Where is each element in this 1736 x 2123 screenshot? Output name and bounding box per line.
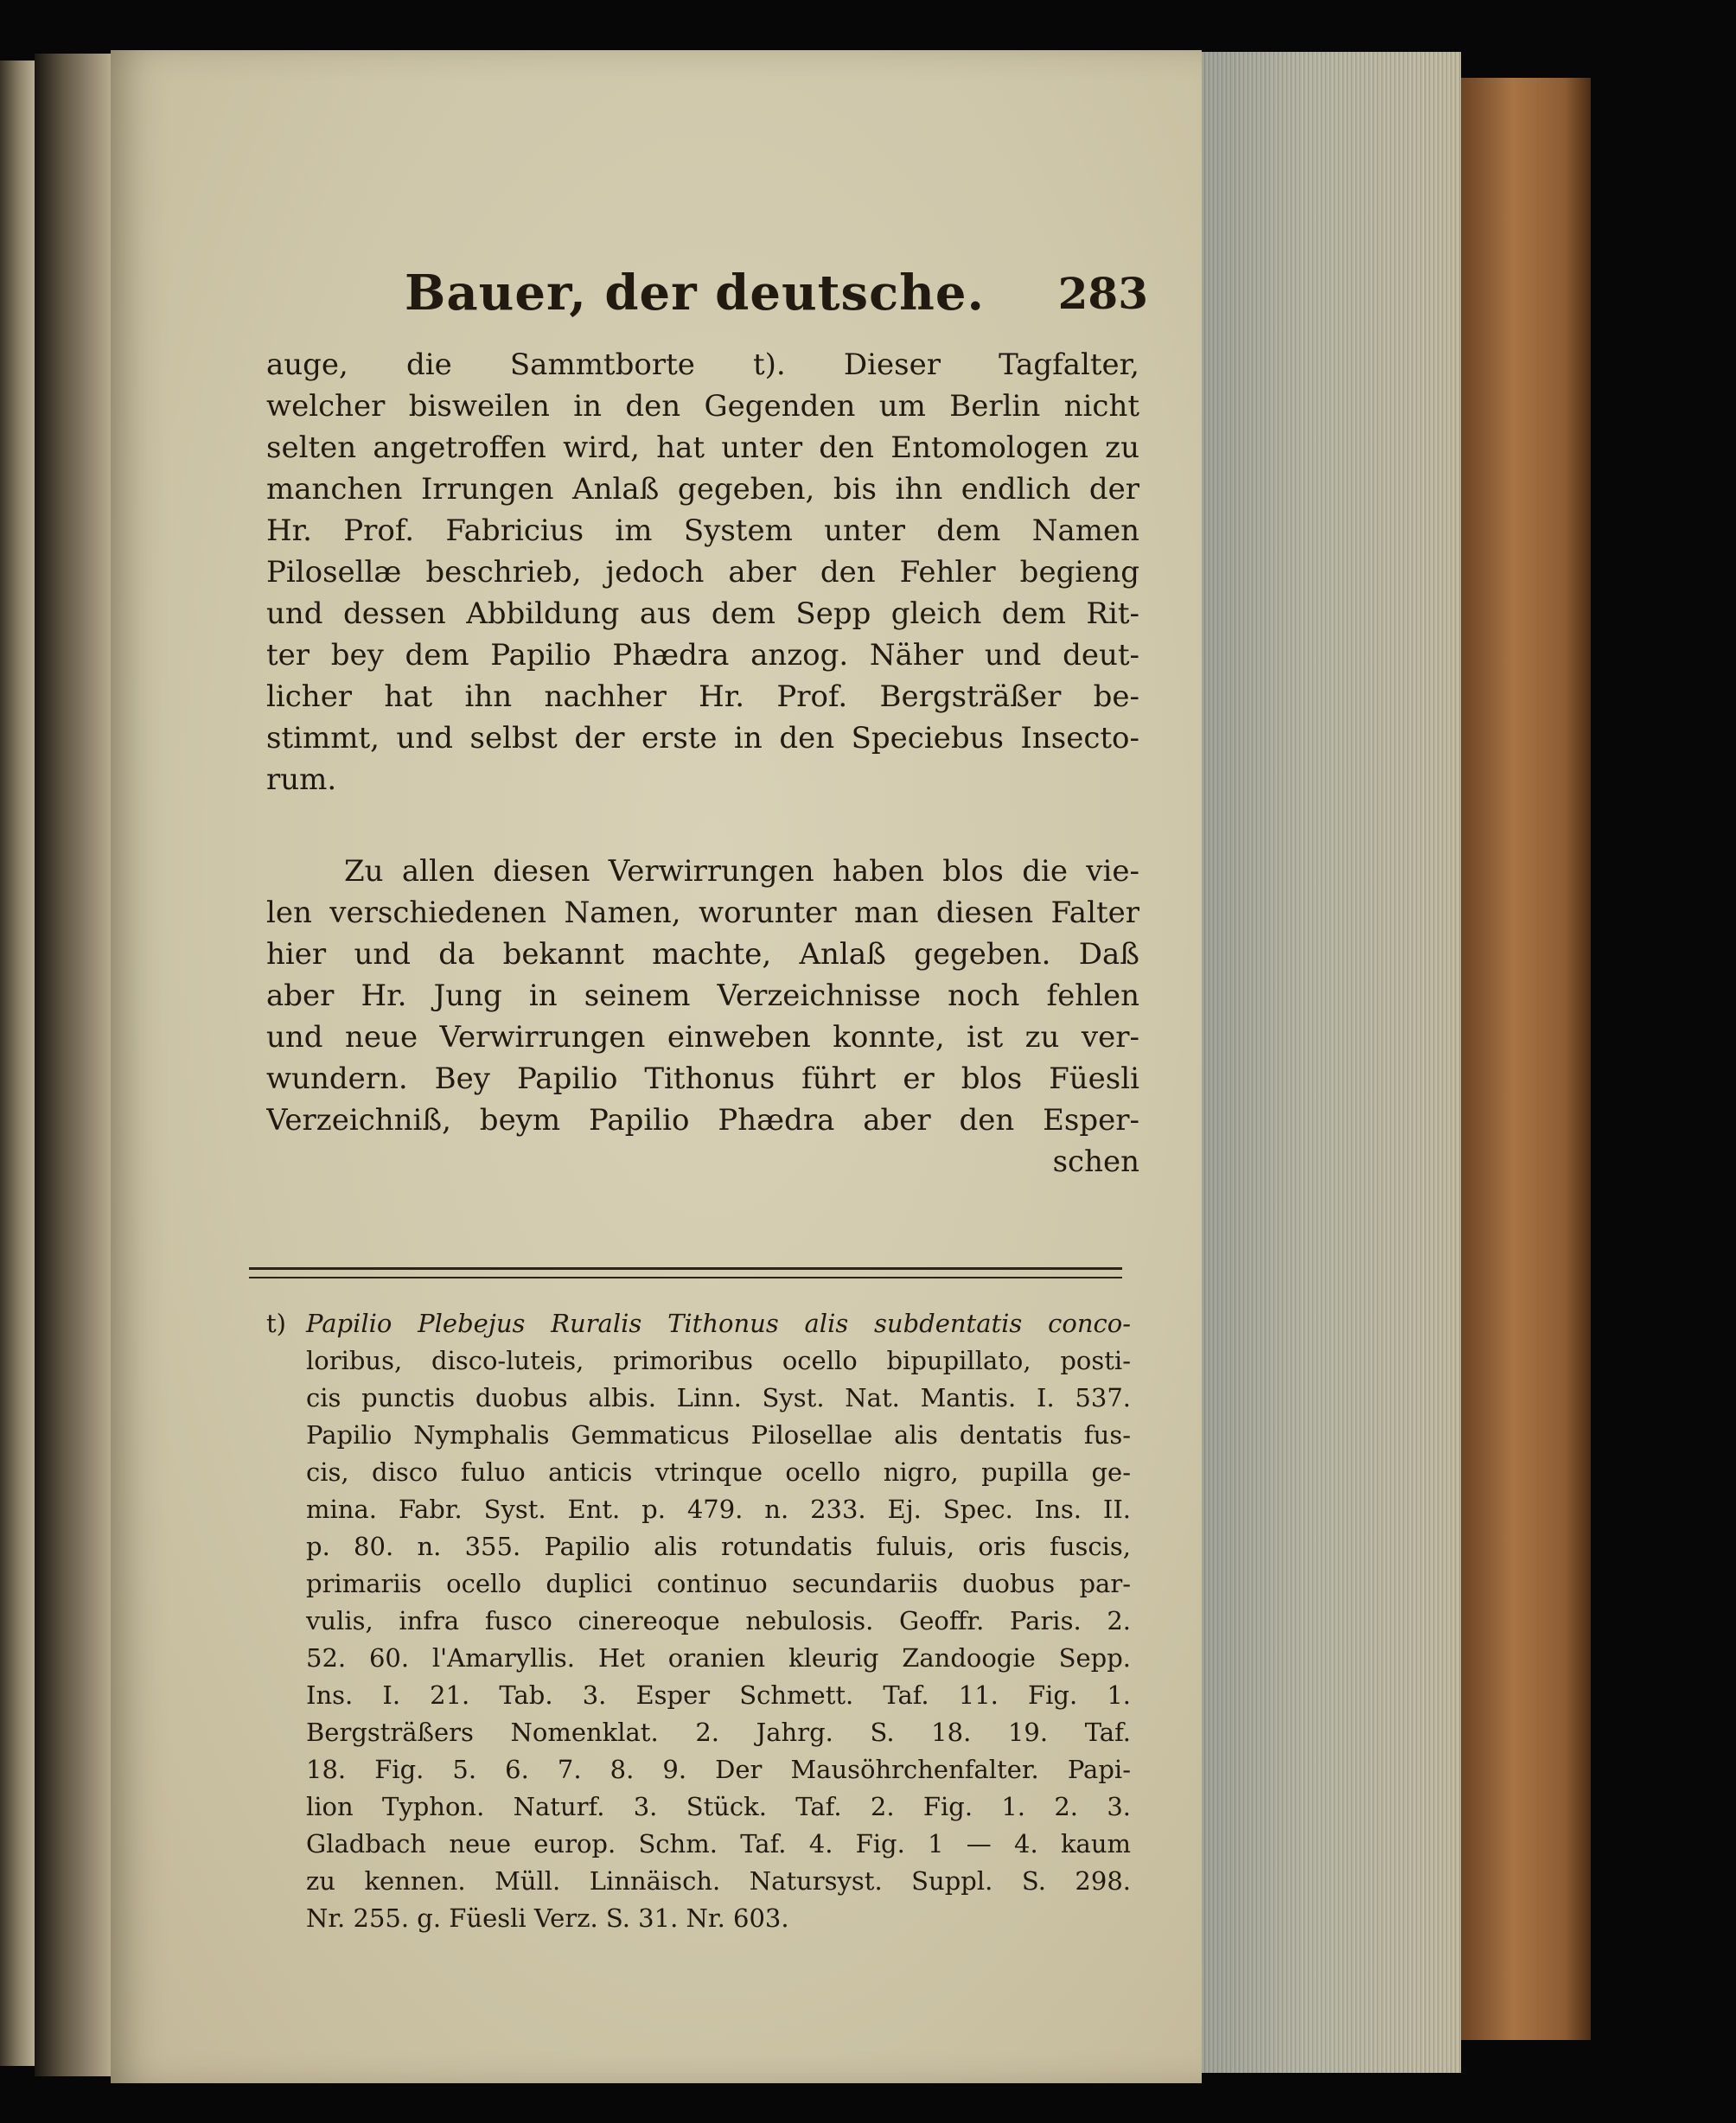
text-line: wundern. Bey Papilio Tithonus führt er blos Füesli — [266, 1062, 1139, 1096]
page-header — [405, 265, 1148, 334]
running-head: Bauer, der deutsche. — [405, 265, 985, 322]
text-line: licher hat ihn nachher Hr. Prof. Bergsträßer be- — [266, 679, 1139, 714]
footnote-line: Nr. 255. g. Füesli Verz. S. 31. Nr. 603. — [306, 1903, 789, 1933]
facing-page-edge — [0, 61, 35, 2066]
text-line: selten angetroffen wird, hat unter den Entomologen zu — [266, 430, 1139, 465]
book-page — [111, 50, 1202, 2083]
page-number: 283 — [1057, 268, 1148, 319]
text-line: stimmt, und selbst der erste in den Speciebus Insecto- — [266, 721, 1139, 755]
footnote-line: Ins. I. 21. Tab. 3. Esper Schmett. Taf. 11. Fig. 1. — [306, 1680, 1131, 1710]
text-line: rum. — [266, 762, 337, 797]
text-line: manchen Irrungen Anlaß gegeben, bis ihn endlich der — [266, 472, 1139, 507]
footnote-block — [266, 1305, 1131, 1937]
footnote-line: Papilio Plebejus Ruralis Tithonus alis subdentatis conco- — [306, 1309, 1131, 1338]
catchword: schen — [1052, 1144, 1139, 1179]
text-line: und dessen Abbildung aus dem Sepp gleich dem Rit- — [266, 596, 1139, 631]
footnote-line: primariis ocello duplici continuo secundariis duobus par- — [306, 1569, 1131, 1598]
footnote-line: zu kennen. Müll. Linnäisch. Natursyst. Suppl. S. 298. — [306, 1866, 1131, 1896]
footnote-line: Gladbach neue europ. Schm. Taf. 4. Fig. 1 — 4. kaum — [306, 1829, 1131, 1858]
footnote-line: loribus, disco-luteis, primoribus ocello bipupillato, posti- — [306, 1346, 1131, 1375]
footnote-line: Bergsträßers Nomenklat. 2. Jahrg. S. 18. 19. Taf. — [306, 1718, 1131, 1747]
book-cover-edge — [1461, 78, 1591, 2040]
book-gutter — [35, 54, 112, 2076]
main-text-block — [266, 344, 1139, 1183]
footnote-line: Papilio Nymphalis Gemmaticus Pilosellae alis dentatis fus- — [306, 1420, 1131, 1450]
footnote-line: p. 80. n. 355. Papilio alis rotundatis fuluis, oris fuscis, — [306, 1532, 1131, 1561]
paragraph-gap — [266, 800, 1139, 851]
text-line: Pilosellæ beschrieb, jedoch aber den Fehler begieng — [266, 555, 1139, 590]
footnote-line: 52. 60. l'Amaryllis. Het oranien kleurig Zandoogie Sepp. — [306, 1643, 1131, 1673]
footnote-line: mina. Fabr. Syst. Ent. p. 479. n. 233. Ej. Spec. Ins. II. — [306, 1495, 1131, 1524]
text-line: hier und da bekannt machte, Anlaß gegeben. Daß — [266, 937, 1139, 972]
text-line: len verschiedenen Namen, worunter man diesen Falter — [266, 896, 1139, 930]
text-line: auge, die Sammtborte t). Dieser Tagfalter, — [266, 347, 1139, 382]
footnote-marker: t) — [266, 1309, 286, 1338]
footnote-line: cis punctis duobus albis. Linn. Syst. Nat. Mantis. I. 537. — [306, 1383, 1131, 1412]
page-block-edges — [1202, 52, 1461, 2073]
footnote-line: vulis, infra fusco cinereoque nebulosis. Geoffr. Paris. 2. — [306, 1606, 1131, 1635]
text-line: und neue Verwirrungen einweben konnte, ist zu ver- — [266, 1020, 1139, 1055]
footnote-line: lion Typhon. Naturf. 3. Stück. Taf. 2. Fig. 1. 2. 3. — [306, 1792, 1131, 1821]
text-line: Zu allen diesen Verwirrungen haben blos die vie- — [344, 854, 1139, 889]
text-line: ter bey dem Papilio Phædra anzog. Näher und deut- — [266, 638, 1139, 673]
footnote-line: 18. Fig. 5. 6. 7. 8. 9. Der Mausöhrchenfalter. Papi- — [306, 1755, 1131, 1784]
text-line: Verzeichniß, beym Papilio Phædra aber den Esper- — [266, 1103, 1139, 1138]
text-line: welcher bisweilen in den Gegenden um Berlin nicht — [266, 389, 1139, 424]
text-line: Hr. Prof. Fabricius im System unter dem Namen — [266, 513, 1139, 548]
footnote-rule — [249, 1267, 1122, 1278]
text-line: aber Hr. Jung in seinem Verzeichnisse noch fehlen — [266, 979, 1139, 1013]
footnote-line: cis, disco fuluo anticis vtrinque ocello nigro, pupilla ge- — [306, 1457, 1131, 1487]
